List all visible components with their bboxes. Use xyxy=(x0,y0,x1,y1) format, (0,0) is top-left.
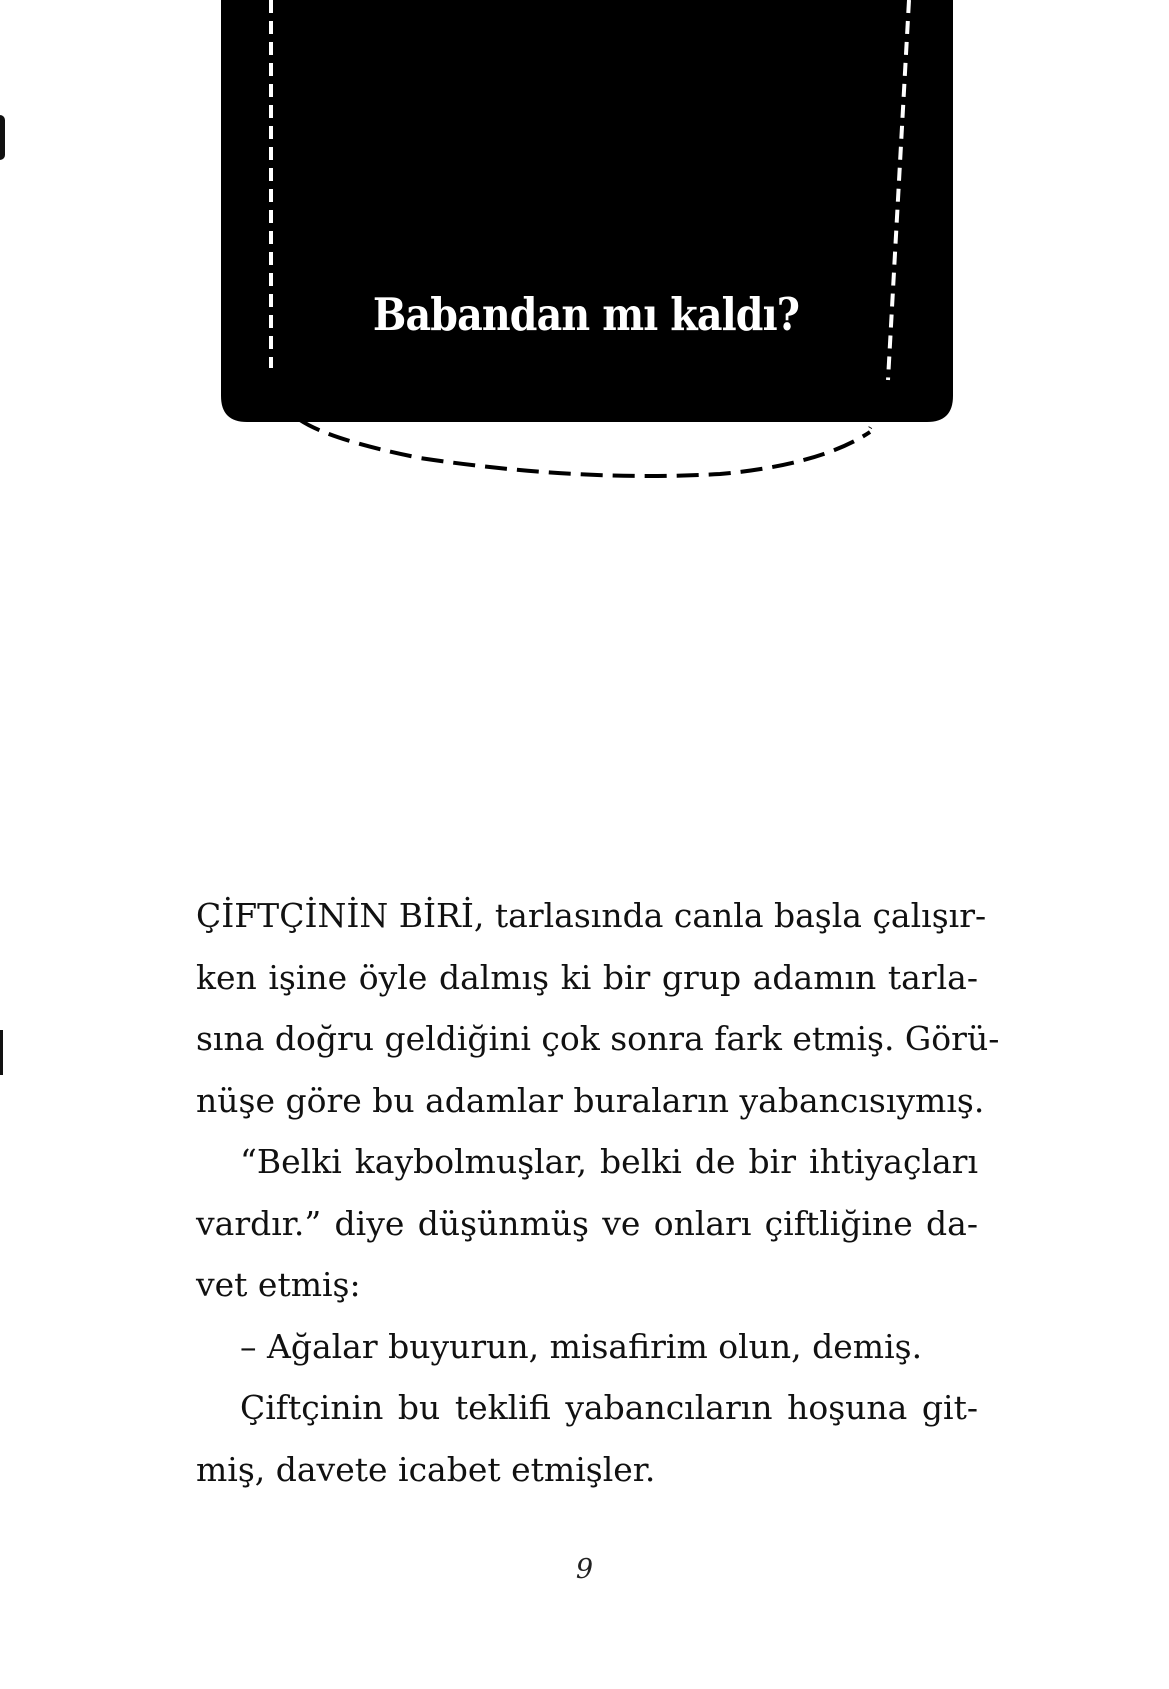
story-body xyxy=(196,885,1000,1500)
text-line: – Ağalar buyurun, misafirim olun, demiş. xyxy=(240,1326,923,1366)
left-edge-mark xyxy=(0,115,5,160)
text-line: vardır.” diye düşünmüş ve onları çiftliğine da- xyxy=(196,1203,978,1243)
text-line: vet etmiş: xyxy=(196,1265,361,1304)
stitched-tab-icon xyxy=(0,0,1169,500)
page-number: 9 xyxy=(575,1554,594,1585)
left-edge-mark xyxy=(0,1030,3,1075)
text-line: sına doğru geldiğini çok sonra fark etmiş. Görü- xyxy=(196,1019,1000,1058)
text-line: miş, davete icabet etmişler. xyxy=(196,1449,656,1489)
text-line: Çiftçinin bu teklifi yabancıların hoşuna git- xyxy=(240,1388,978,1427)
story-title: Babandan mı kaldı? xyxy=(372,288,800,341)
text-line: nüşe göre bu adamlar buraların yabancısıymış. xyxy=(196,1080,985,1120)
text-line: ÇİFTÇİNİN BİRİ, tarlasında canla başla çalışır- xyxy=(196,896,987,935)
text-line: “Belki kaybolmuşlar, belki de bir ihtiyaçları xyxy=(240,1142,978,1181)
text-line: ken işine öyle dalmış ki bir grup adamın tarla- xyxy=(196,957,978,997)
